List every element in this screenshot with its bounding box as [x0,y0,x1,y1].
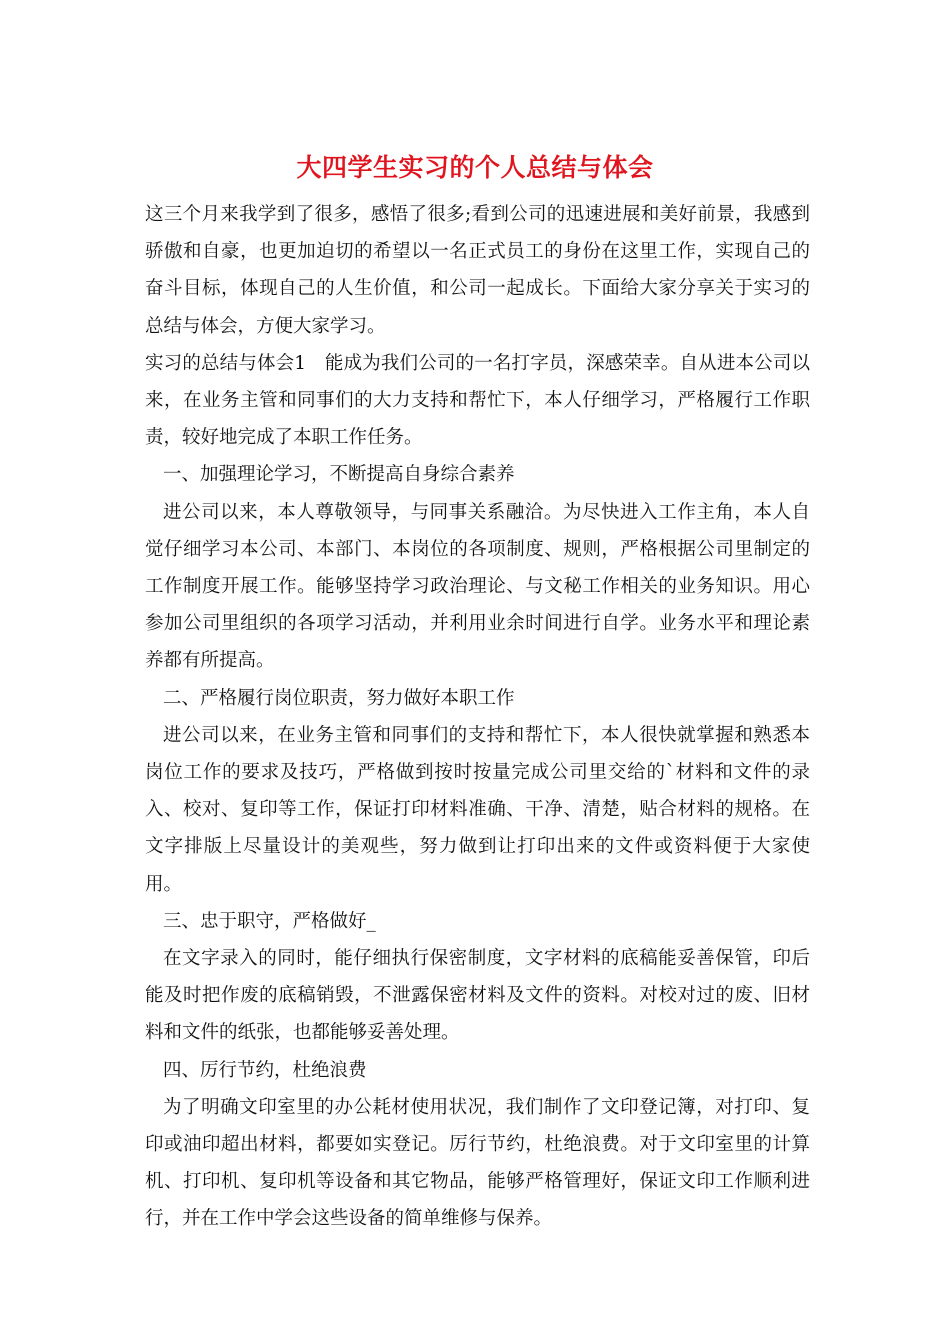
document-body [145,196,810,1238]
intro-paragraph: 这三个月来我学到了很多，感悟了很多;看到公司的迅速进展和美好前景，我感到骄傲和自豪，也更加迫切的希望以一名正式员工的身份在这里工作，实现自己的奋斗目标，体现自己的人生价值，和公司一起成长。下面给大家分享关于实习的总结与体会，方便大家学习。 [145,204,810,337]
document-title: 大四学生实习的个人总结与体会 [296,153,654,182]
section-paragraph: 实习的总结与体会1 能成为我们公司的一名打字员，深感荣幸。自从进本公司以来，在业务主管和同事们的大力支持和帮忙下，本人仔细学习，严格履行工作职责，较好地完成了本职工作任务。 [145,352,810,449]
body-paragraph: 进公司以来，本人尊敬领导，与同事关系融洽。为尽快进入工作主角，本人自觉仔细学习本公司、本部门、本岗位的各项制度、规则，严格根据公司里制定的工作制度开展工作。能够坚持学习政治理论、与文秘工作相关的业务知识。用心参加公司里组织的各项学习活动，并利用业余时间进行自学。业务水平和理论素养都有所提高。 [145,501,810,672]
body-paragraph: 为了明确文印室里的办公耗材使用状况，我们制作了文印登记簿，对打印、复印或油印超出材料，都要如实登记。厉行节约，杜绝浪费。对于文印室里的计算机、打印机、复印机等设备和其它物品，能够严格管理好，保证文印工作顺利进行，并在工作中学会这些设备的简单维修与保养。 [145,1096,810,1230]
section-heading: 一、加强理论学习，不断提高自身综合素养 [163,464,515,486]
body-paragraph: 在文字录入的同时，能仔细执行保密制度，文字材料的底稿能妥善保管，印后能及时把作废的底稿销毁，不泄露保密材料及文件的资料。对校对过的废、旧材料和文件的纸张，也都能够妥善处理。 [145,948,810,1044]
section-heading: 二、严格履行岗位职责，努力做好本职工作 [163,687,515,709]
section-heading: 四、厉行节约，杜绝浪费 [163,1059,367,1081]
body-paragraph: 进公司以来，在业务主管和同事们的支持和帮忙下，本人很快就掌握和熟悉本岗位工作的要求及技巧，严格做到按时按量完成公司里交给的`材料和文件的录入、校对、复印等工作，保证打印材料准确、干净、清楚，贴合材料的规格。在文字排版上尽量设计的美观些，努力做到让打印出来的文件或资料便于大家使用。 [145,724,810,895]
section-heading: 三、忠于职守，严格做好_ [163,910,376,932]
